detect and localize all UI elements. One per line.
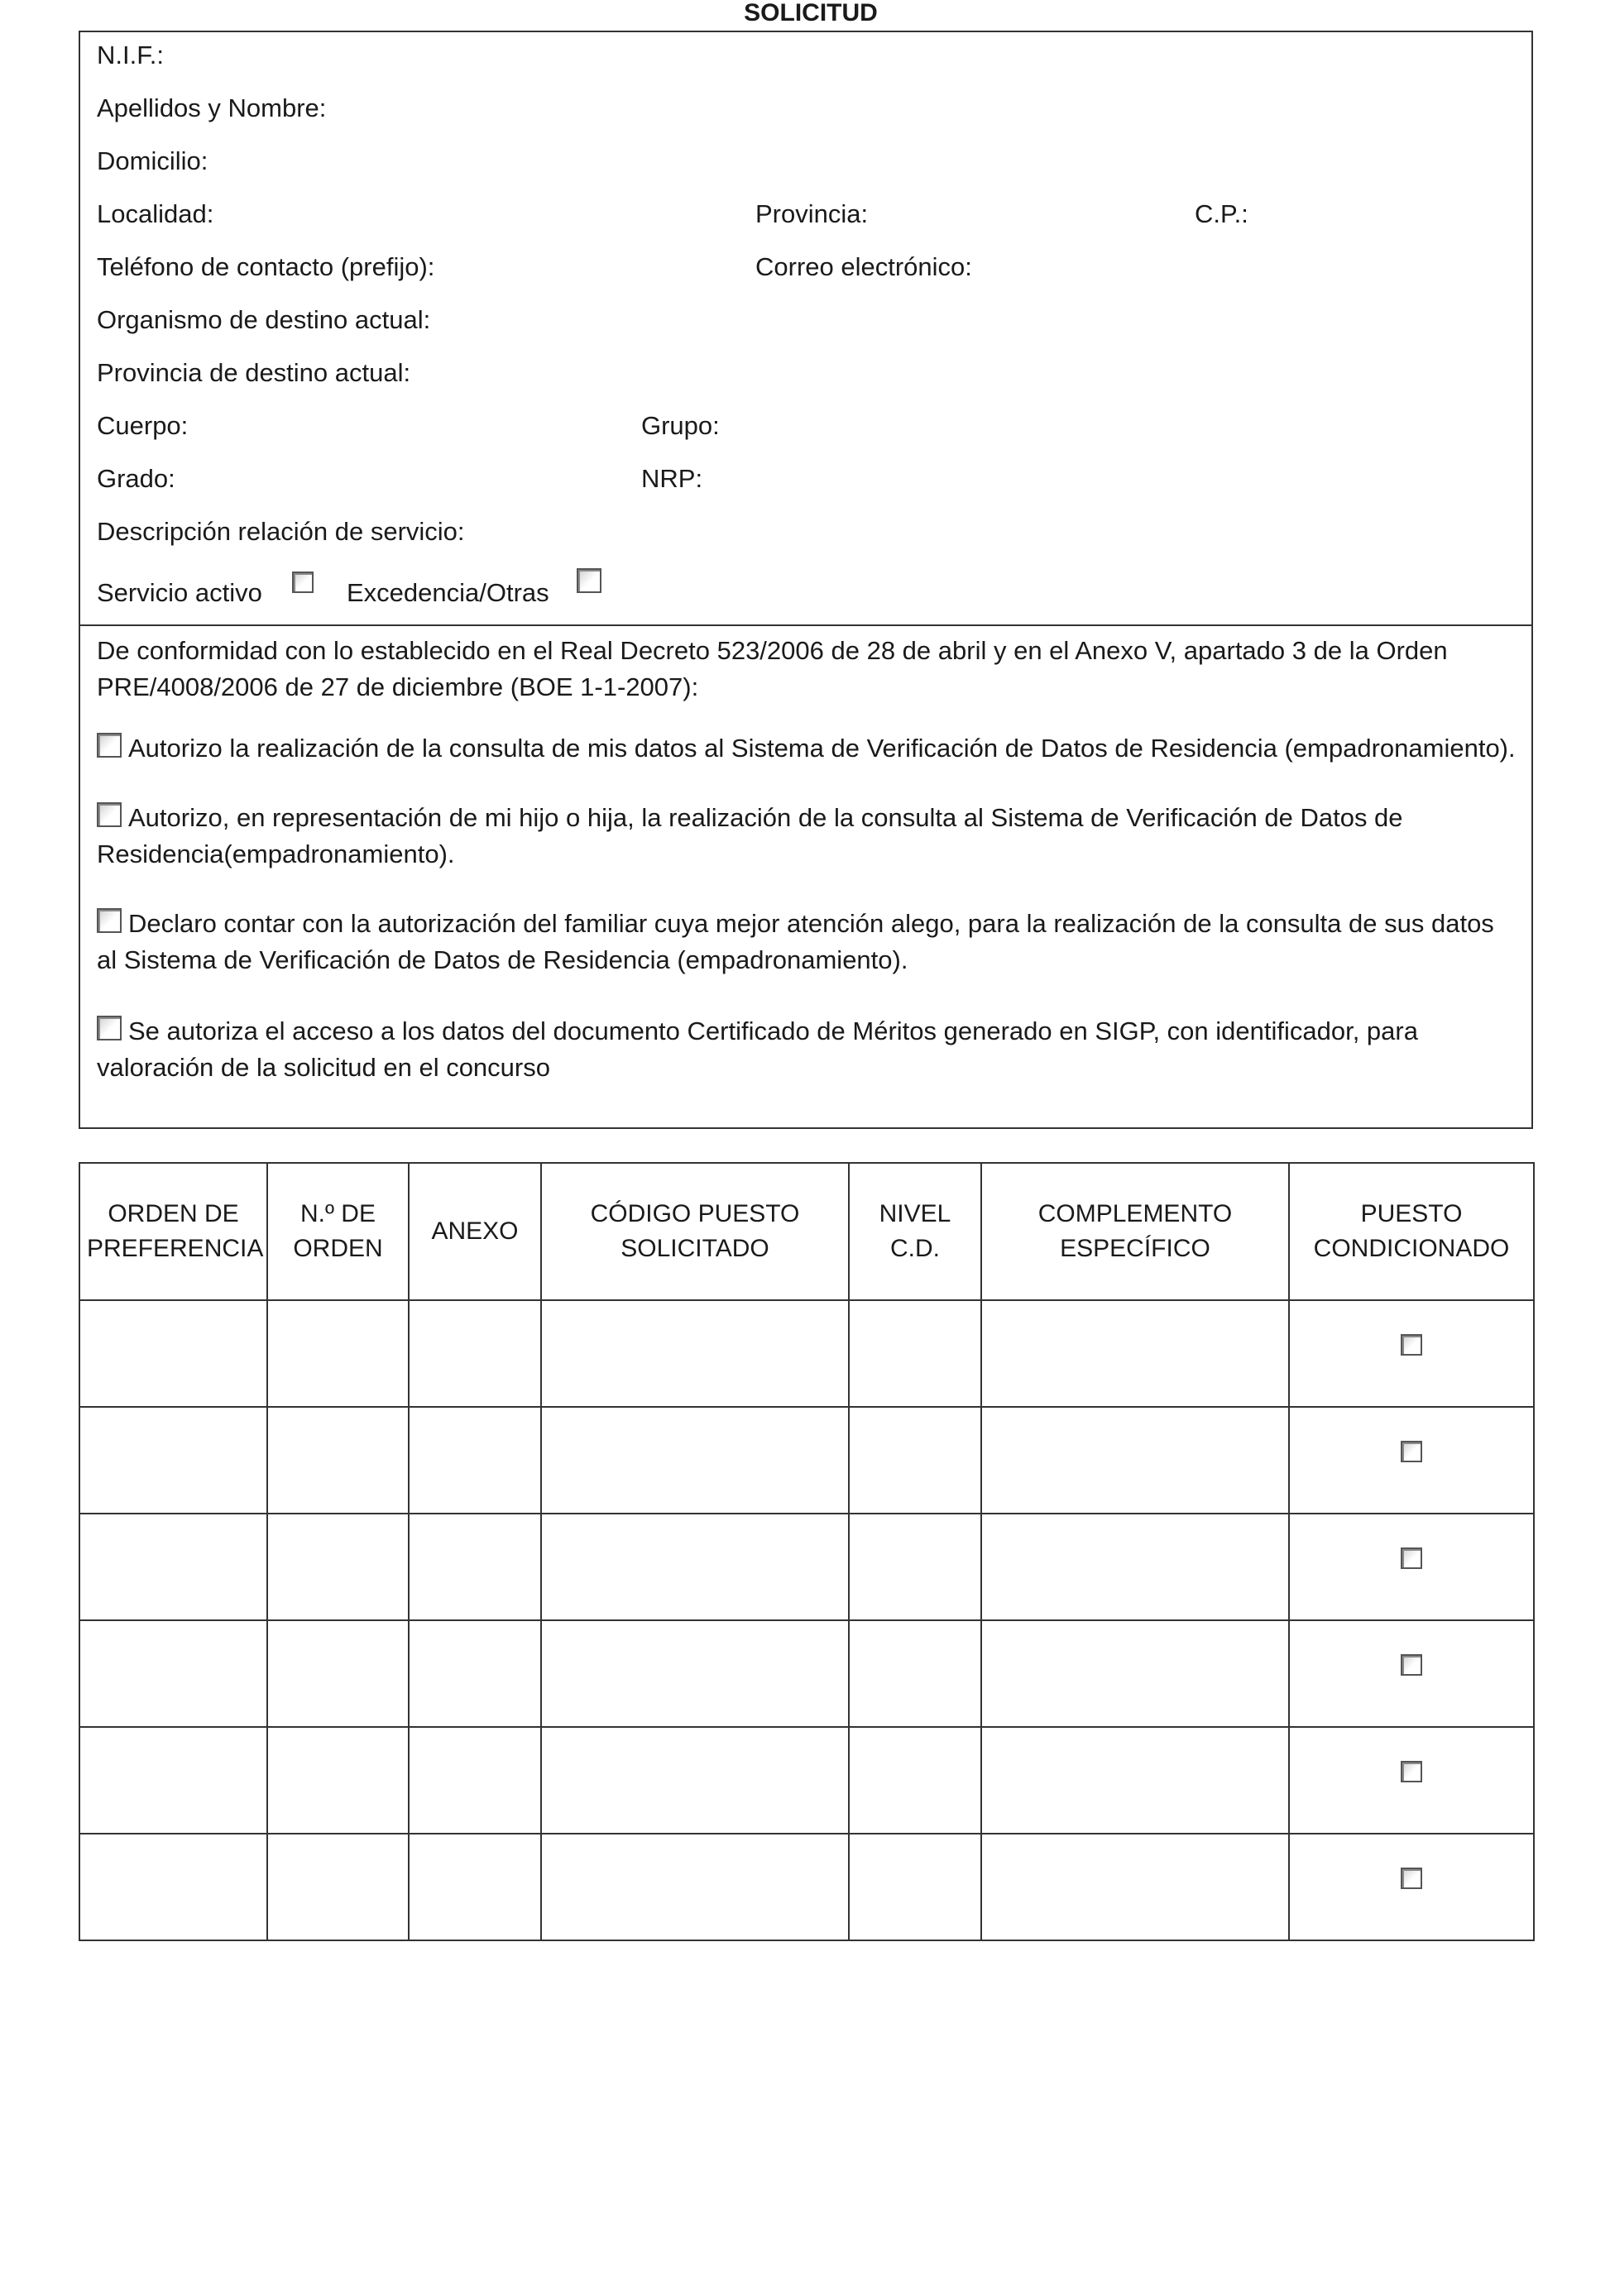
anexo-cell[interactable]: [409, 1727, 541, 1834]
organismo-destino-label: Organismo de destino actual:: [97, 305, 431, 334]
consent-item: [97, 1013, 1520, 1086]
descripcion-servicio-label: Descripción relación de servicio:: [97, 517, 465, 546]
header-nivel-cd: NIVEL C.D.: [849, 1163, 981, 1300]
anexo-cell[interactable]: [409, 1300, 541, 1407]
puesto-condicionado-checkbox[interactable]: [1401, 1868, 1422, 1889]
orden-preferencia-cell[interactable]: [79, 1407, 267, 1514]
puesto-condicionado-cell: [1289, 1620, 1534, 1727]
consent-checkbox-certificado[interactable]: [97, 1016, 122, 1040]
puesto-condicionado-cell: [1289, 1727, 1534, 1834]
numero-orden-cell[interactable]: [267, 1300, 409, 1407]
puesto-condicionado-checkbox[interactable]: [1401, 1547, 1422, 1569]
consent-checkbox-hijo[interactable]: [97, 802, 122, 827]
table-row: [79, 1727, 1534, 1834]
table-row: [79, 1620, 1534, 1727]
orden-preferencia-cell[interactable]: [79, 1300, 267, 1407]
anexo-cell[interactable]: [409, 1514, 541, 1620]
provincia-label: Provincia:: [755, 199, 869, 228]
table-row: [79, 1514, 1534, 1620]
nivel-cd-cell[interactable]: [849, 1514, 981, 1620]
codigo-puesto-cell[interactable]: [541, 1834, 849, 1940]
provincia-destino-label: Provincia de destino actual:: [97, 358, 411, 387]
consent-intro: De conformidad con lo establecido en el Real Decreto 523/2006 de 28 de abril y en el Anexo V, apartado 3 de la Orden PRE/4008/2006 de 27 de diciembre (BOE 1-1-2007):: [97, 636, 1448, 701]
cp-label: C.P.:: [1195, 199, 1248, 228]
puesto-condicionado-checkbox[interactable]: [1401, 1334, 1422, 1356]
orden-preferencia-cell[interactable]: [79, 1514, 267, 1620]
consent-item-text: Declaro contar con la autorización del familiar cuya mejor atención alego, para la realización de la consulta de sus datos al Sistema de Verificación de Datos de Residencia (empadronamiento).: [97, 909, 1494, 974]
correo-label: Correo electrónico:: [755, 252, 972, 281]
codigo-puesto-cell[interactable]: [541, 1727, 849, 1834]
consent-item-text: Autorizo, en representación de mi hijo o hija, la realización de la consulta al Sistema de Verificación de Datos de Residencia(empadronamiento).: [97, 803, 1403, 868]
servicio-activo-label: Servicio activo: [97, 578, 262, 607]
puesto-condicionado-cell: [1289, 1300, 1534, 1407]
puesto-condicionado-checkbox[interactable]: [1401, 1441, 1422, 1462]
cuerpo-label: Cuerpo:: [97, 411, 189, 440]
table-header-row: [79, 1163, 1534, 1300]
header-puesto-condicionado: PUESTO CONDICIONADO: [1289, 1163, 1534, 1300]
complemento-especifico-cell[interactable]: [981, 1300, 1289, 1407]
header-anexo: ANEXO: [409, 1163, 541, 1300]
header-codigo-puesto: CÓDIGO PUESTO SOLICITADO: [541, 1163, 849, 1300]
orden-preferencia-cell[interactable]: [79, 1834, 267, 1940]
numero-orden-cell[interactable]: [267, 1514, 409, 1620]
domicilio-label: Domicilio:: [97, 146, 208, 175]
telefono-label: Teléfono de contacto (prefijo):: [97, 252, 435, 281]
nivel-cd-cell[interactable]: [849, 1300, 981, 1407]
orden-preferencia-cell[interactable]: [79, 1620, 267, 1727]
applicant-data-section: [79, 31, 1533, 626]
table-row: [79, 1407, 1534, 1514]
nivel-cd-cell[interactable]: [849, 1834, 981, 1940]
puesto-condicionado-cell: [1289, 1407, 1534, 1514]
apellidos-nombre-label: Apellidos y Nombre:: [97, 93, 327, 122]
nivel-cd-cell[interactable]: [849, 1620, 981, 1727]
consent-item: [97, 730, 1520, 767]
complemento-especifico-cell[interactable]: [981, 1514, 1289, 1620]
consent-checkbox-residencia[interactable]: [97, 733, 122, 758]
grado-label: Grado:: [97, 464, 175, 493]
puesto-condicionado-cell: [1289, 1514, 1534, 1620]
codigo-puesto-cell[interactable]: [541, 1514, 849, 1620]
puesto-condicionado-checkbox[interactable]: [1401, 1654, 1422, 1676]
numero-orden-cell[interactable]: [267, 1620, 409, 1727]
nif-label: N.I.F.:: [97, 41, 164, 69]
consent-item-text: Se autoriza el acceso a los datos del documento Certificado de Méritos generado en SIGP, con identificador, para valoración de la solicitud en el concurso: [97, 1016, 1418, 1082]
complemento-especifico-cell[interactable]: [981, 1834, 1289, 1940]
table-row: [79, 1300, 1534, 1407]
puesto-condicionado-cell: [1289, 1834, 1534, 1940]
grupo-label: Grupo:: [641, 411, 720, 440]
consent-item: [97, 906, 1520, 978]
consent-section: [79, 624, 1533, 1129]
numero-orden-cell[interactable]: [267, 1834, 409, 1940]
header-numero-orden: N.º DE ORDEN: [267, 1163, 409, 1300]
servicio-activo-checkbox[interactable]: [292, 572, 314, 593]
complemento-especifico-cell[interactable]: [981, 1727, 1289, 1834]
table-row: [79, 1834, 1534, 1940]
orden-preferencia-cell[interactable]: [79, 1727, 267, 1834]
positions-table: [79, 1162, 1535, 1941]
excedencia-checkbox[interactable]: [577, 568, 601, 593]
excedencia-label: Excedencia/Otras: [347, 578, 549, 607]
nivel-cd-cell[interactable]: [849, 1407, 981, 1514]
document-title: SOLICITUD: [744, 0, 878, 26]
nrp-label: NRP:: [641, 464, 703, 493]
localidad-label: Localidad:: [97, 199, 214, 228]
anexo-cell[interactable]: [409, 1834, 541, 1940]
complemento-especifico-cell[interactable]: [981, 1620, 1289, 1727]
consent-item: [97, 800, 1520, 873]
numero-orden-cell[interactable]: [267, 1407, 409, 1514]
complemento-especifico-cell[interactable]: [981, 1407, 1289, 1514]
nivel-cd-cell[interactable]: [849, 1727, 981, 1834]
anexo-cell[interactable]: [409, 1407, 541, 1514]
numero-orden-cell[interactable]: [267, 1727, 409, 1834]
puesto-condicionado-checkbox[interactable]: [1401, 1761, 1422, 1782]
header-complemento-especifico: COMPLEMENTO ESPECÍFICO: [981, 1163, 1289, 1300]
consent-checkbox-familiar[interactable]: [97, 908, 122, 933]
codigo-puesto-cell[interactable]: [541, 1407, 849, 1514]
codigo-puesto-cell[interactable]: [541, 1300, 849, 1407]
codigo-puesto-cell[interactable]: [541, 1620, 849, 1727]
consent-item-text: Autorizo la realización de la consulta de mis datos al Sistema de Verificación de Datos de Residencia (empadronamiento).: [128, 734, 1516, 763]
anexo-cell[interactable]: [409, 1620, 541, 1727]
header-orden-preferencia: ORDEN DE PREFERENCIA: [79, 1163, 267, 1300]
